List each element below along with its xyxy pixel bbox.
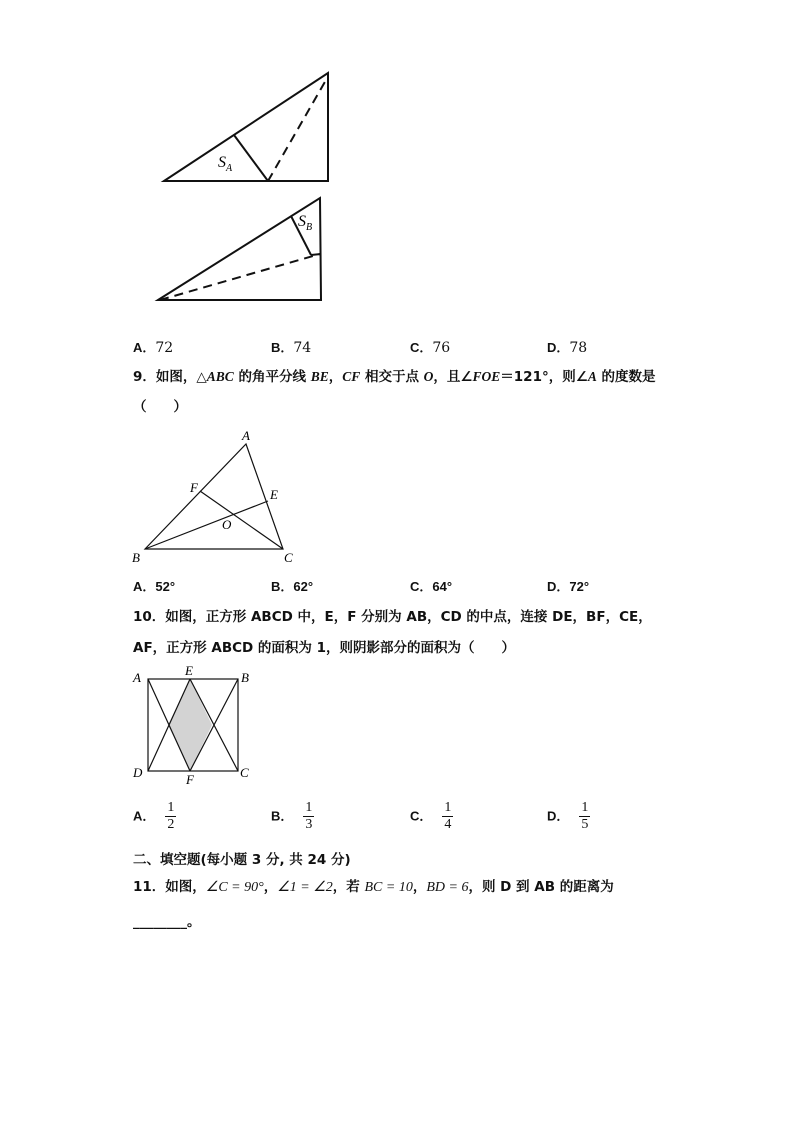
q8-option-c[interactable]: C．76 — [410, 340, 451, 356]
q10-option-c[interactable]: C． $\frac{1}{4}$ — [410, 800, 452, 832]
q8-dashed-crease-b — [160, 254, 320, 300]
q10-option-b-fraction: $\frac{1}{3}$ — [305, 800, 313, 832]
q8-options — [133, 337, 653, 361]
q9-options — [133, 576, 653, 600]
q8-option-a[interactable]: A．72 — [133, 340, 174, 356]
q8-figure-sa — [150, 66, 340, 191]
q9-label-b: B — [132, 550, 140, 565]
q9-option-c[interactable]: C．64° — [410, 579, 453, 594]
section-fill-in-title: 二、填空题(每小题 3 分, 共 24 分) — [133, 852, 351, 868]
q9-option-a[interactable]: A．52° — [133, 579, 176, 594]
q9-answer-paren: （ ） — [133, 399, 187, 415]
q8-label-sa: $S_A$ — [218, 154, 233, 174]
q10-shaded-rhombus — [168, 679, 212, 771]
q11-answer-blank[interactable]: ________。 — [133, 914, 201, 930]
q10-option-d-fraction: $\frac{1}{5}$ — [581, 800, 589, 832]
q9-label-o: O — [222, 517, 232, 532]
q9-option-b[interactable]: B．62° — [271, 579, 314, 594]
q10-question-line-1: 10．如图，正方形 ABCD 中，E，F 分别为 AB，CD 的中点，连接 DE，BF，CE， — [133, 609, 652, 625]
q10-option-a-fraction: $\frac{1}{2}$ — [167, 800, 175, 832]
q8-option-b[interactable]: B．74 — [271, 340, 312, 356]
q9-question-text: 9．如图，△ABC 的角平分线 BE，CF 相交于点 O，且∠FOE＝121°，则∠A 的度数是 — [133, 369, 656, 385]
q10-label-d: D — [133, 765, 143, 780]
q10-figure — [128, 662, 258, 787]
q10-label-c: C — [240, 765, 249, 780]
q10-label-e: E — [185, 663, 193, 678]
q10-label-a: A — [133, 670, 141, 685]
q9-label-a: A — [242, 428, 250, 443]
q9-figure — [128, 426, 308, 571]
q10-question-line-2: AF，正方形 ABCD 的面积为 1，则阴影部分的面积为（ ） — [133, 640, 516, 656]
q10-option-a[interactable]: A． $\frac{1}{2}$ — [133, 800, 175, 832]
q8-triangle-a — [164, 73, 328, 181]
q8-triangle-b — [158, 198, 321, 300]
q9-label-c: C — [284, 550, 293, 565]
q9-option-d[interactable]: D．72° — [547, 579, 590, 594]
q8-label-sb: $S_B$ — [298, 213, 313, 233]
q8-figure-sb — [150, 190, 340, 308]
q8-option-d[interactable]: D．78 — [547, 340, 588, 356]
q8-dashed-crease-a — [268, 80, 326, 181]
q10-label-f: F — [186, 772, 194, 787]
q8-fold-line-a — [234, 135, 268, 181]
q10-option-c-fraction: $\frac{1}{4}$ — [444, 800, 452, 832]
q10-label-b: B — [241, 670, 249, 685]
q9-label-e: E — [270, 487, 278, 502]
q9-triangle-abc — [145, 444, 283, 549]
q10-option-d[interactable]: D． $\frac{1}{5}$ — [547, 800, 589, 832]
q10-options — [133, 800, 653, 840]
q9-label-f: F — [190, 480, 198, 495]
q11-question-text: 11．如图，∠C = 90°，∠1 = ∠2，若 BC = 10，BD = 6，则 D 到 AB 的距离为 — [133, 879, 614, 895]
q10-option-b[interactable]: B． $\frac{1}{3}$ — [271, 800, 313, 832]
